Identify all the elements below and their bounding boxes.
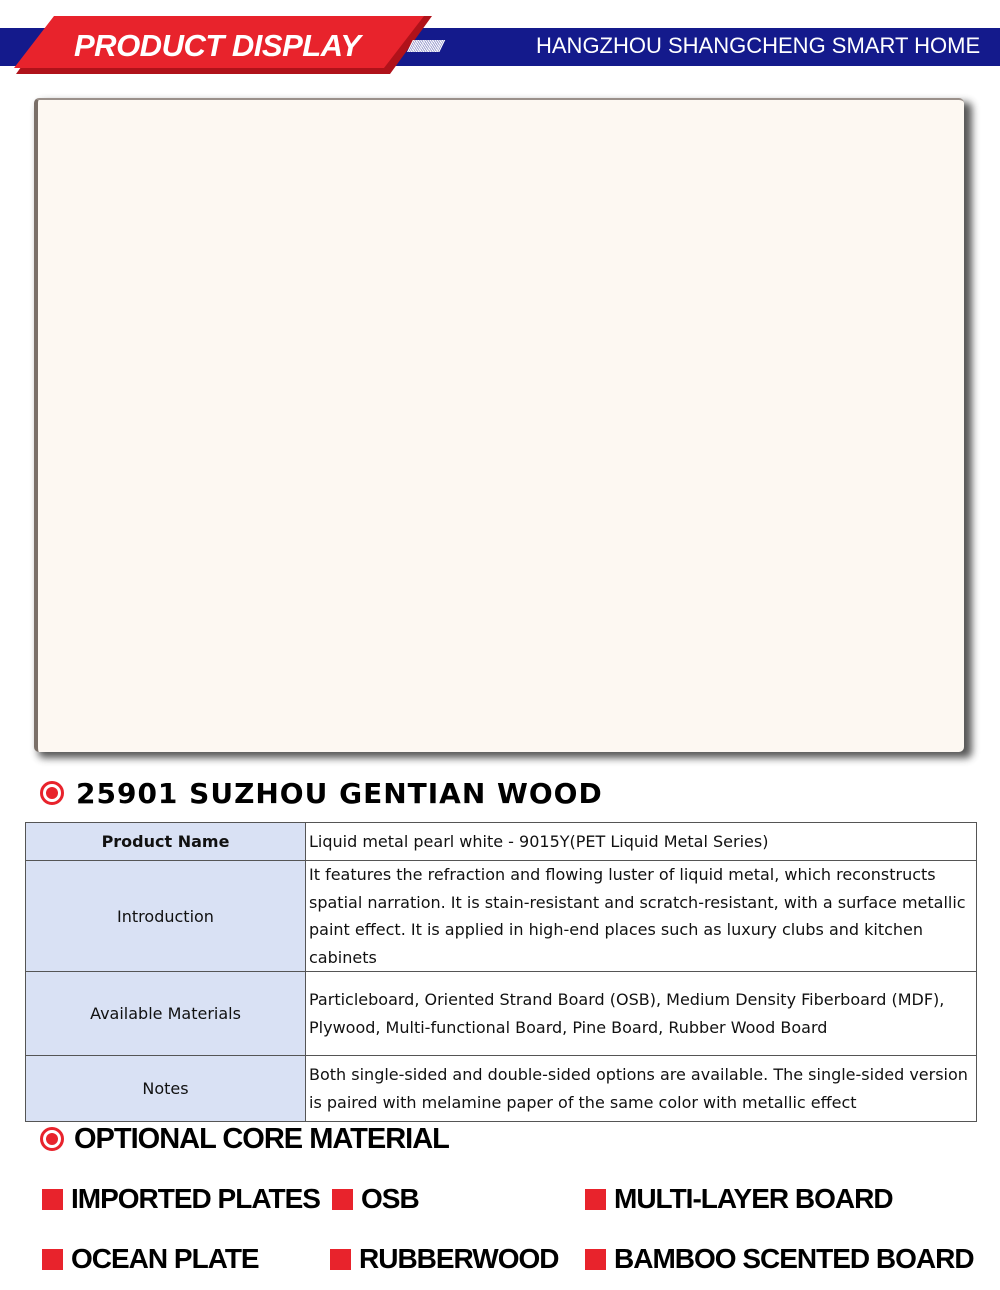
core-material-label: RUBBERWOOD	[359, 1243, 559, 1274]
core-material-item	[42, 1242, 259, 1276]
spec-value: Both single-sided and double-sided options are available. The single-sided version is paired with melamine paper of the same color with metallic effect	[306, 1056, 977, 1122]
core-material-label: IMPORTED PLATES	[71, 1183, 320, 1214]
table-row	[26, 1056, 977, 1122]
spec-key: Available Materials	[26, 972, 306, 1056]
table-row	[26, 823, 977, 861]
red-square-icon	[42, 1249, 63, 1270]
core-material-item	[330, 1242, 558, 1276]
spec-key: Notes	[26, 1056, 306, 1122]
product-title: 25901 SUZHOU GENTIAN WOOD	[76, 776, 603, 810]
red-square-icon	[585, 1189, 606, 1210]
core-material-item	[332, 1182, 419, 1216]
company-name: HANGZHOU SHANGCHENG SMART HOME	[536, 33, 981, 58]
target-icon	[40, 781, 64, 805]
red-square-icon	[332, 1189, 353, 1210]
table-row	[26, 861, 977, 972]
spec-key: Product Name	[26, 823, 306, 861]
spec-key: Introduction	[26, 861, 306, 972]
product-sample-image	[34, 98, 964, 752]
red-square-icon	[330, 1249, 351, 1270]
core-material-label: OCEAN PLATE	[71, 1243, 259, 1274]
spec-value: Liquid metal pearl white - 9015Y(PET Liquid Metal Series)	[306, 823, 977, 861]
product-section-heading	[40, 775, 603, 811]
spec-value: It features the refraction and flowing luster of liquid metal, which reconstructs spatial narration. It is stain-resistant and scratch-resistant, with a surface metallic paint effect. It is applied in high-end places such as luxury clubs and kitchen cabinets	[306, 861, 977, 972]
red-square-icon	[585, 1249, 606, 1270]
core-material-title: OPTIONAL CORE MATERIAL	[74, 1122, 449, 1155]
spec-table	[25, 822, 977, 1122]
decorative-slashes: ///////////////////	[408, 37, 441, 56]
core-material-label: BAMBOO SCENTED BOARD	[614, 1243, 974, 1274]
table-row	[26, 972, 977, 1056]
spec-value: Particleboard, Oriented Strand Board (OSB), Medium Density Fiberboard (MDF), Plywood, Multi-functional Board, Pine Board, Rubber Wood Board	[306, 972, 977, 1056]
red-square-icon	[42, 1189, 63, 1210]
core-material-label: OSB	[361, 1183, 419, 1214]
core-material-label: MULTI-LAYER BOARD	[614, 1183, 893, 1214]
core-material-heading	[40, 1121, 449, 1157]
page-title: PRODUCT DISPLAY	[74, 28, 361, 63]
core-material-item	[42, 1182, 320, 1216]
target-icon	[40, 1127, 64, 1151]
core-material-item	[585, 1182, 893, 1216]
core-material-item	[585, 1242, 974, 1276]
